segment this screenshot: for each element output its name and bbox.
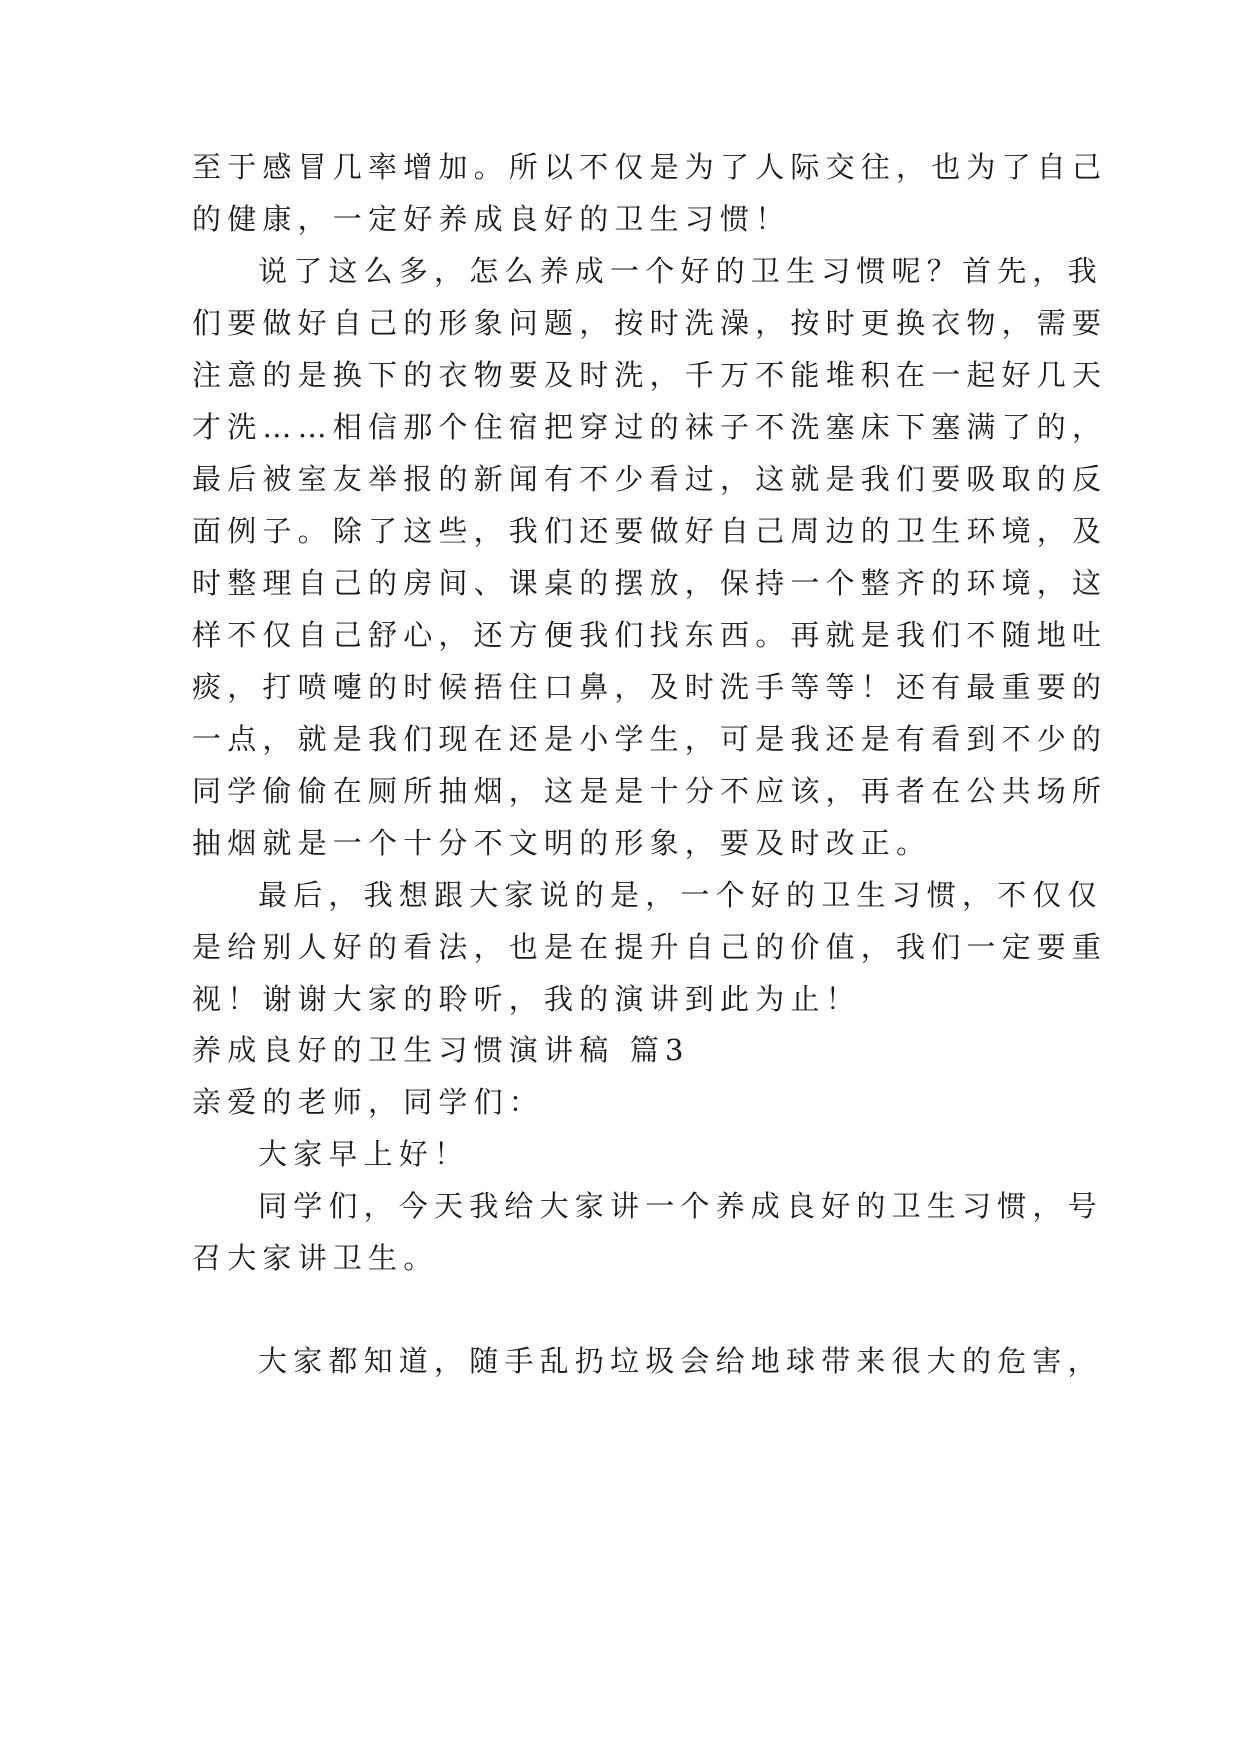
paragraph-line: 大家都知道，随手乱扔垃圾会给地球带来很大的危害， — [258, 1344, 1103, 1378]
paragraph-line: 面例子。除了这些，我们还要做好自己周边的卫生环境，及 — [192, 514, 1108, 548]
paragraph-line: 抽烟就是一个十分不文明的形象，要及时改正。 — [192, 826, 932, 860]
paragraph-line: 说了这么多，怎么养成一个好的卫生习惯呢？首先，我 — [258, 254, 1103, 288]
paragraph-line: 的健康，一定好养成良好的卫生习惯！ — [192, 202, 791, 236]
salutation: 亲爱的老师，同学们： — [192, 1085, 545, 1119]
section-heading: 养成良好的卫生习惯演讲稿 篇3 — [192, 1033, 690, 1067]
greeting: 大家早上好！ — [258, 1137, 470, 1171]
paragraph-line: 最后被室友举报的新闻有不少看过，这就是我们要吸取的反 — [192, 462, 1108, 496]
paragraph-line: 们要做好自己的形象问题，按时洗澡，按时更换衣物，需要 — [192, 306, 1108, 340]
paragraph-line: 样不仅自己舒心，还方便我们找东西。再就是我们不随地吐 — [192, 618, 1108, 652]
paragraph-line: 同学们，今天我给大家讲一个养成良好的卫生习惯，号 — [258, 1189, 1103, 1223]
paragraph-line: 一点，就是我们现在还是小学生，可是我还是有看到不少的 — [192, 722, 1108, 756]
paragraph-line: 是给别人好的看法，也是在提升自己的价值，我们一定要重 — [192, 930, 1108, 964]
paragraph-line: 痰，打喷嚏的时候捂住口鼻，及时洗手等等！还有最重要的 — [192, 670, 1108, 704]
paragraph-line: 同学偷偷在厕所抽烟，这是是十分不应该，再者在公共场所 — [192, 774, 1108, 808]
paragraph-line: 最后，我想跟大家说的是，一个好的卫生习惯，不仅仅 — [258, 878, 1103, 912]
paragraph-line: 至于感冒几率增加。所以不仅是为了人际交往，也为了自己 — [192, 150, 1108, 184]
paragraph-line: 注意的是换下的衣物要及时洗，千万不能堆积在一起好几天 — [192, 358, 1108, 392]
paragraph-line: 时整理自己的房间、课桌的摆放，保持一个整齐的环境，这 — [192, 566, 1108, 600]
paragraph-line: 才洗……相信那个住宿把穿过的袜子不洗塞床下塞满了的， — [192, 410, 1108, 444]
paragraph-line: 视！谢谢大家的聆听，我的演讲到此为止！ — [192, 982, 861, 1016]
paragraph-line: 召大家讲卫生。 — [192, 1241, 439, 1275]
